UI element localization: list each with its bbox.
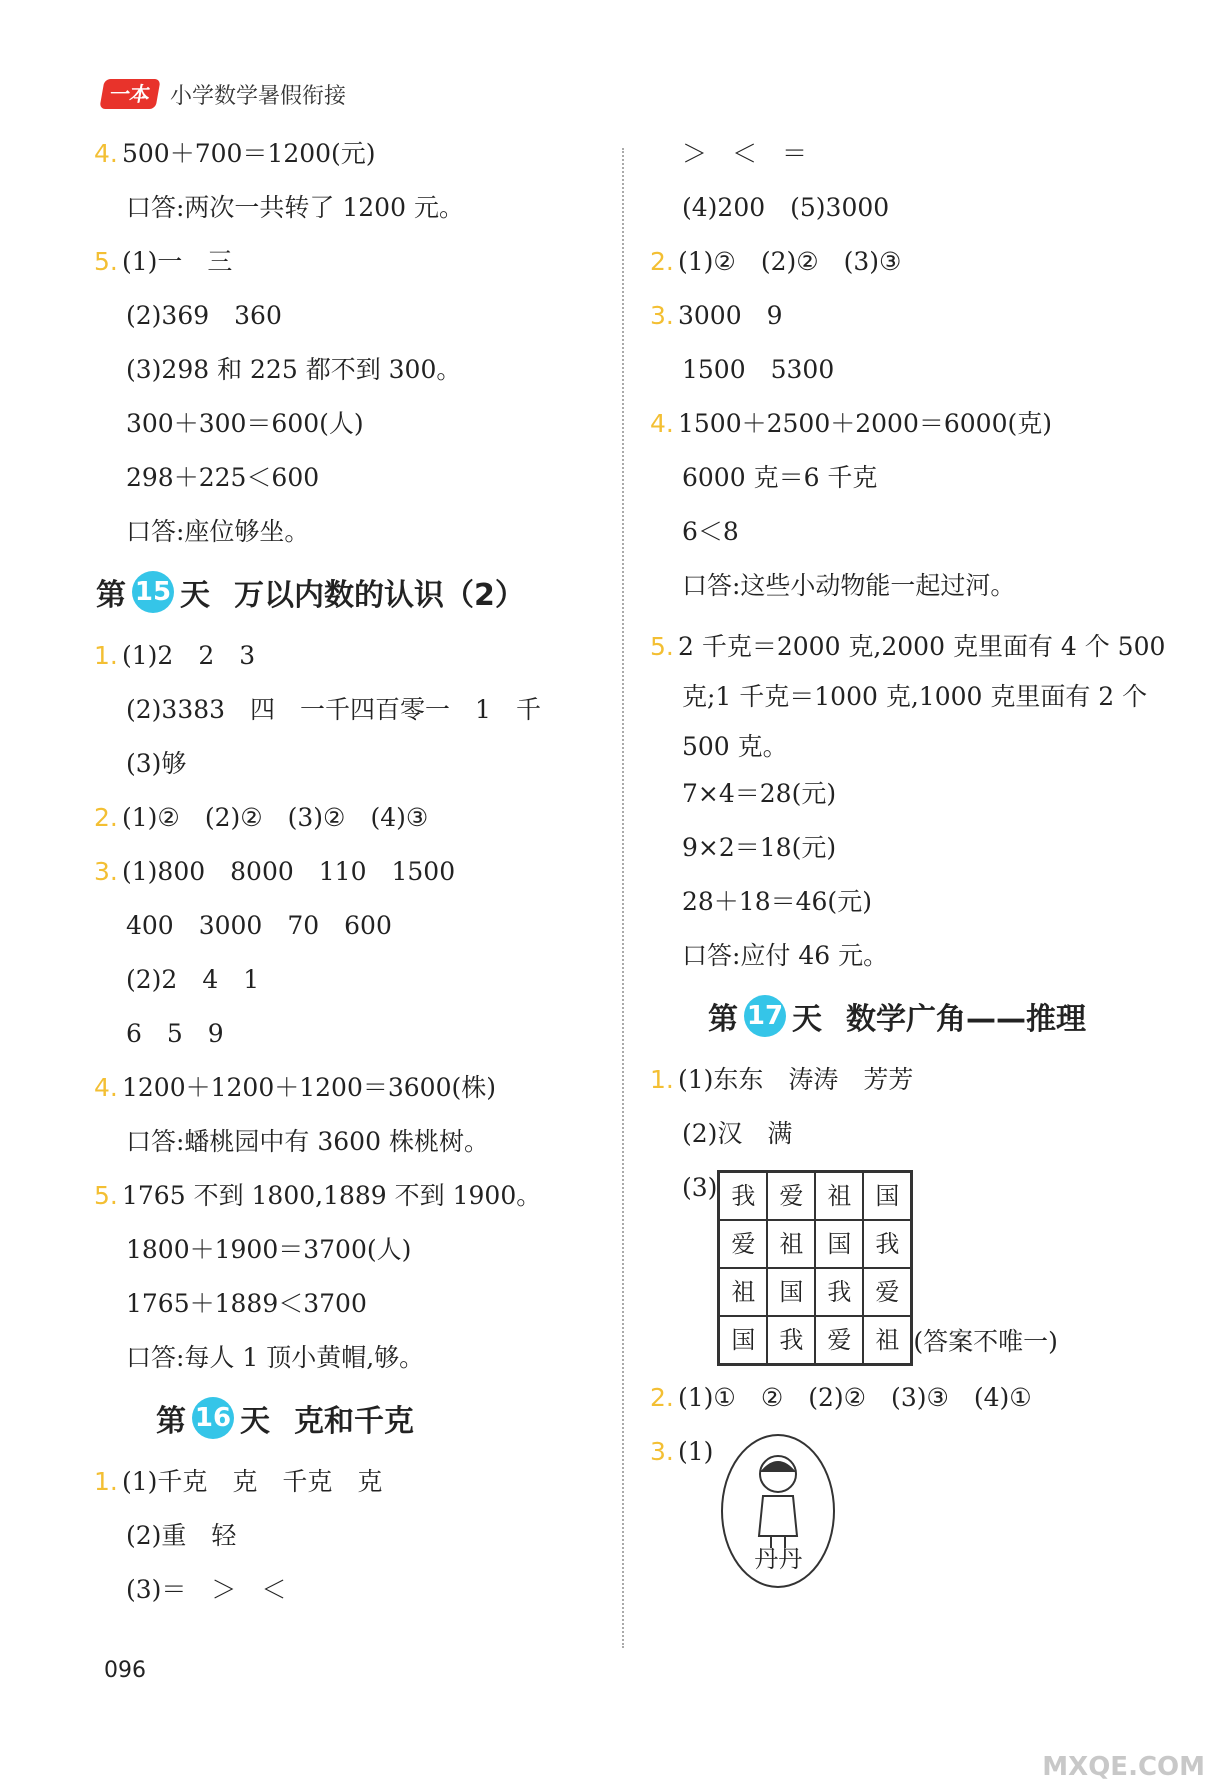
answer-line: 5. 1765 不到 1800,1889 不到 1900。	[96, 1178, 606, 1214]
answer-line: (2)3383 四 一千四百零一 1 千	[126, 695, 541, 724]
grid-note: (答案不唯一)	[913, 1327, 1058, 1356]
answer-paragraph: 5. 2 千克＝2000 克,2000 克里面有 4 个 500 克;1 千克＝1000 克,1000 克里面有 2 个 500 克。	[652, 622, 1192, 772]
answer-line: 300＋300＝600(人)	[126, 409, 364, 438]
right-column	[652, 136, 1192, 1588]
grid-cell: 爱	[719, 1220, 767, 1268]
answer-line: 1765＋1889＜3700	[126, 1289, 367, 1318]
answer-line: (3)＝ ＞ ＜	[126, 1575, 287, 1604]
grid-cell: 国	[815, 1220, 863, 1268]
answer-line: (2)重 轻	[126, 1521, 237, 1550]
answer-line: 2. (1)② (2)② (3)③	[652, 244, 1192, 280]
question-number: 4.	[94, 139, 118, 168]
section-heading-day16: 第 16 天 克和千克	[96, 1394, 606, 1442]
answer-line: ＞ ＜ ＝	[682, 139, 808, 168]
question-number: 2.	[94, 803, 118, 832]
question-number: 4.	[94, 1073, 118, 1102]
answer-line: 9×2＝18(元)	[682, 833, 837, 862]
watermark: MXQE.COM	[1042, 1752, 1205, 1782]
question-number: 1.	[94, 641, 118, 670]
brand-logo: 一本	[99, 79, 160, 109]
section-heading-day17: 第 17 天 数学广角——推理	[652, 992, 1192, 1040]
day-badge: 15	[132, 571, 174, 613]
answer-line: 6000 克＝6 千克	[682, 463, 878, 492]
question-number: 3.	[94, 857, 118, 886]
answer-line: 3. (1)800 8000 110 1500	[96, 854, 606, 890]
answer-line: 400 3000 70 600	[126, 911, 392, 940]
answer-line: 5. (1)一 三	[96, 244, 606, 280]
grid-cell: 国	[767, 1268, 815, 1316]
logic-grid-answer	[652, 1170, 1192, 1366]
answer-line: 2. (1)② (2)② (3)② (4)③	[96, 800, 606, 836]
answer-line: 3. 3000 9	[652, 298, 1192, 334]
answer-line: (4)200 (5)3000	[682, 193, 890, 222]
question-number: 1.	[650, 1065, 674, 1094]
answer-line: 4. 1500＋2500＋2000＝6000(克)	[652, 406, 1192, 442]
answer-line: 298＋225＜600	[126, 463, 320, 492]
answer-line: (3)298 和 225 都不到 300。	[126, 355, 462, 384]
day-badge: 16	[192, 1397, 234, 1439]
question-number: 5.	[94, 1181, 118, 1210]
answer-line: 口答:蟠桃园中有 3600 株桃树。	[126, 1127, 489, 1156]
series-title: 小学数学暑假衔接	[170, 83, 347, 109]
answer-line: (2)369 360	[126, 301, 282, 330]
answer-line: 口答:这些小动物能一起过河。	[682, 571, 1016, 600]
answer-line: 7×4＝28(元)	[682, 779, 837, 808]
left-column	[96, 136, 606, 1626]
answer-line: 1800＋1900＝3700(人)	[126, 1235, 412, 1264]
answer-line: 4. 500＋700＝1200(元)	[96, 136, 606, 172]
question-number: 2.	[650, 1383, 674, 1412]
answer-line: (3)够	[126, 749, 187, 778]
grid-cell: 祖	[767, 1220, 815, 1268]
answer-line: 6 5 9	[126, 1019, 224, 1048]
answer-line: (2)2 4 1	[126, 965, 260, 994]
grid-cell: 爱	[863, 1268, 911, 1316]
answer-line: 2. (1)① ② (2)② (3)③ (4)①	[652, 1380, 1192, 1416]
day-badge: 17	[744, 995, 786, 1037]
grid-cell: 国	[719, 1316, 767, 1364]
answer-line: 1. (1)东东 涛涛 芳芳	[652, 1062, 1192, 1098]
answer-line: 1. (1)千克 克 千克 克	[96, 1464, 606, 1500]
question-number: 3.	[650, 301, 674, 330]
answer-line: 1500 5300	[682, 355, 835, 384]
answer-line: 28＋18＝46(元)	[682, 887, 872, 916]
figure-name: 丹丹	[754, 1545, 803, 1573]
grid-cell: 祖	[863, 1316, 911, 1364]
answer-line: (2)汉 满	[682, 1119, 793, 1148]
grid-cell: 我	[863, 1220, 911, 1268]
logic-grid	[717, 1170, 913, 1366]
grid-cell: 祖	[719, 1268, 767, 1316]
grid-cell: 爱	[767, 1172, 815, 1220]
page-number: 096	[104, 1658, 146, 1683]
answer-line: 口答:每人 1 顶小黄帽,够。	[126, 1343, 425, 1372]
grid-cell: 我	[767, 1316, 815, 1364]
answer-line: 口答:座位够坐。	[126, 517, 310, 546]
answer-line: 口答:两次一共转了 1200 元。	[126, 193, 464, 222]
question-number: 5.	[650, 632, 674, 661]
grid-cell: 国	[863, 1172, 911, 1220]
question-number: 1.	[94, 1467, 118, 1496]
answer-line: 口答:应付 46 元。	[682, 941, 889, 970]
girl-portrait-oval	[721, 1434, 835, 1588]
sub-question-label: (3)	[682, 1173, 718, 1202]
grid-cell: 祖	[815, 1172, 863, 1220]
grid-cell: 我	[815, 1268, 863, 1316]
question-number: 4.	[650, 409, 674, 438]
question-number: 2.	[650, 247, 674, 276]
column-divider	[622, 148, 624, 1648]
answer-line: 1. (1)2 2 3	[96, 638, 606, 674]
grid-cell: 爱	[815, 1316, 863, 1364]
section-heading-day15: 第 15 天 万以内数的认识（2）	[96, 568, 606, 616]
page-header	[102, 74, 346, 114]
figure-answer: 3. (1) 丹丹	[652, 1434, 1192, 1588]
question-number: 3.	[650, 1437, 674, 1466]
answer-line: 6＜8	[682, 517, 739, 546]
answer-line: 4. 1200＋1200＋1200＝3600(株)	[96, 1070, 606, 1106]
grid-cell: 我	[719, 1172, 767, 1220]
question-number: 5.	[94, 247, 118, 276]
